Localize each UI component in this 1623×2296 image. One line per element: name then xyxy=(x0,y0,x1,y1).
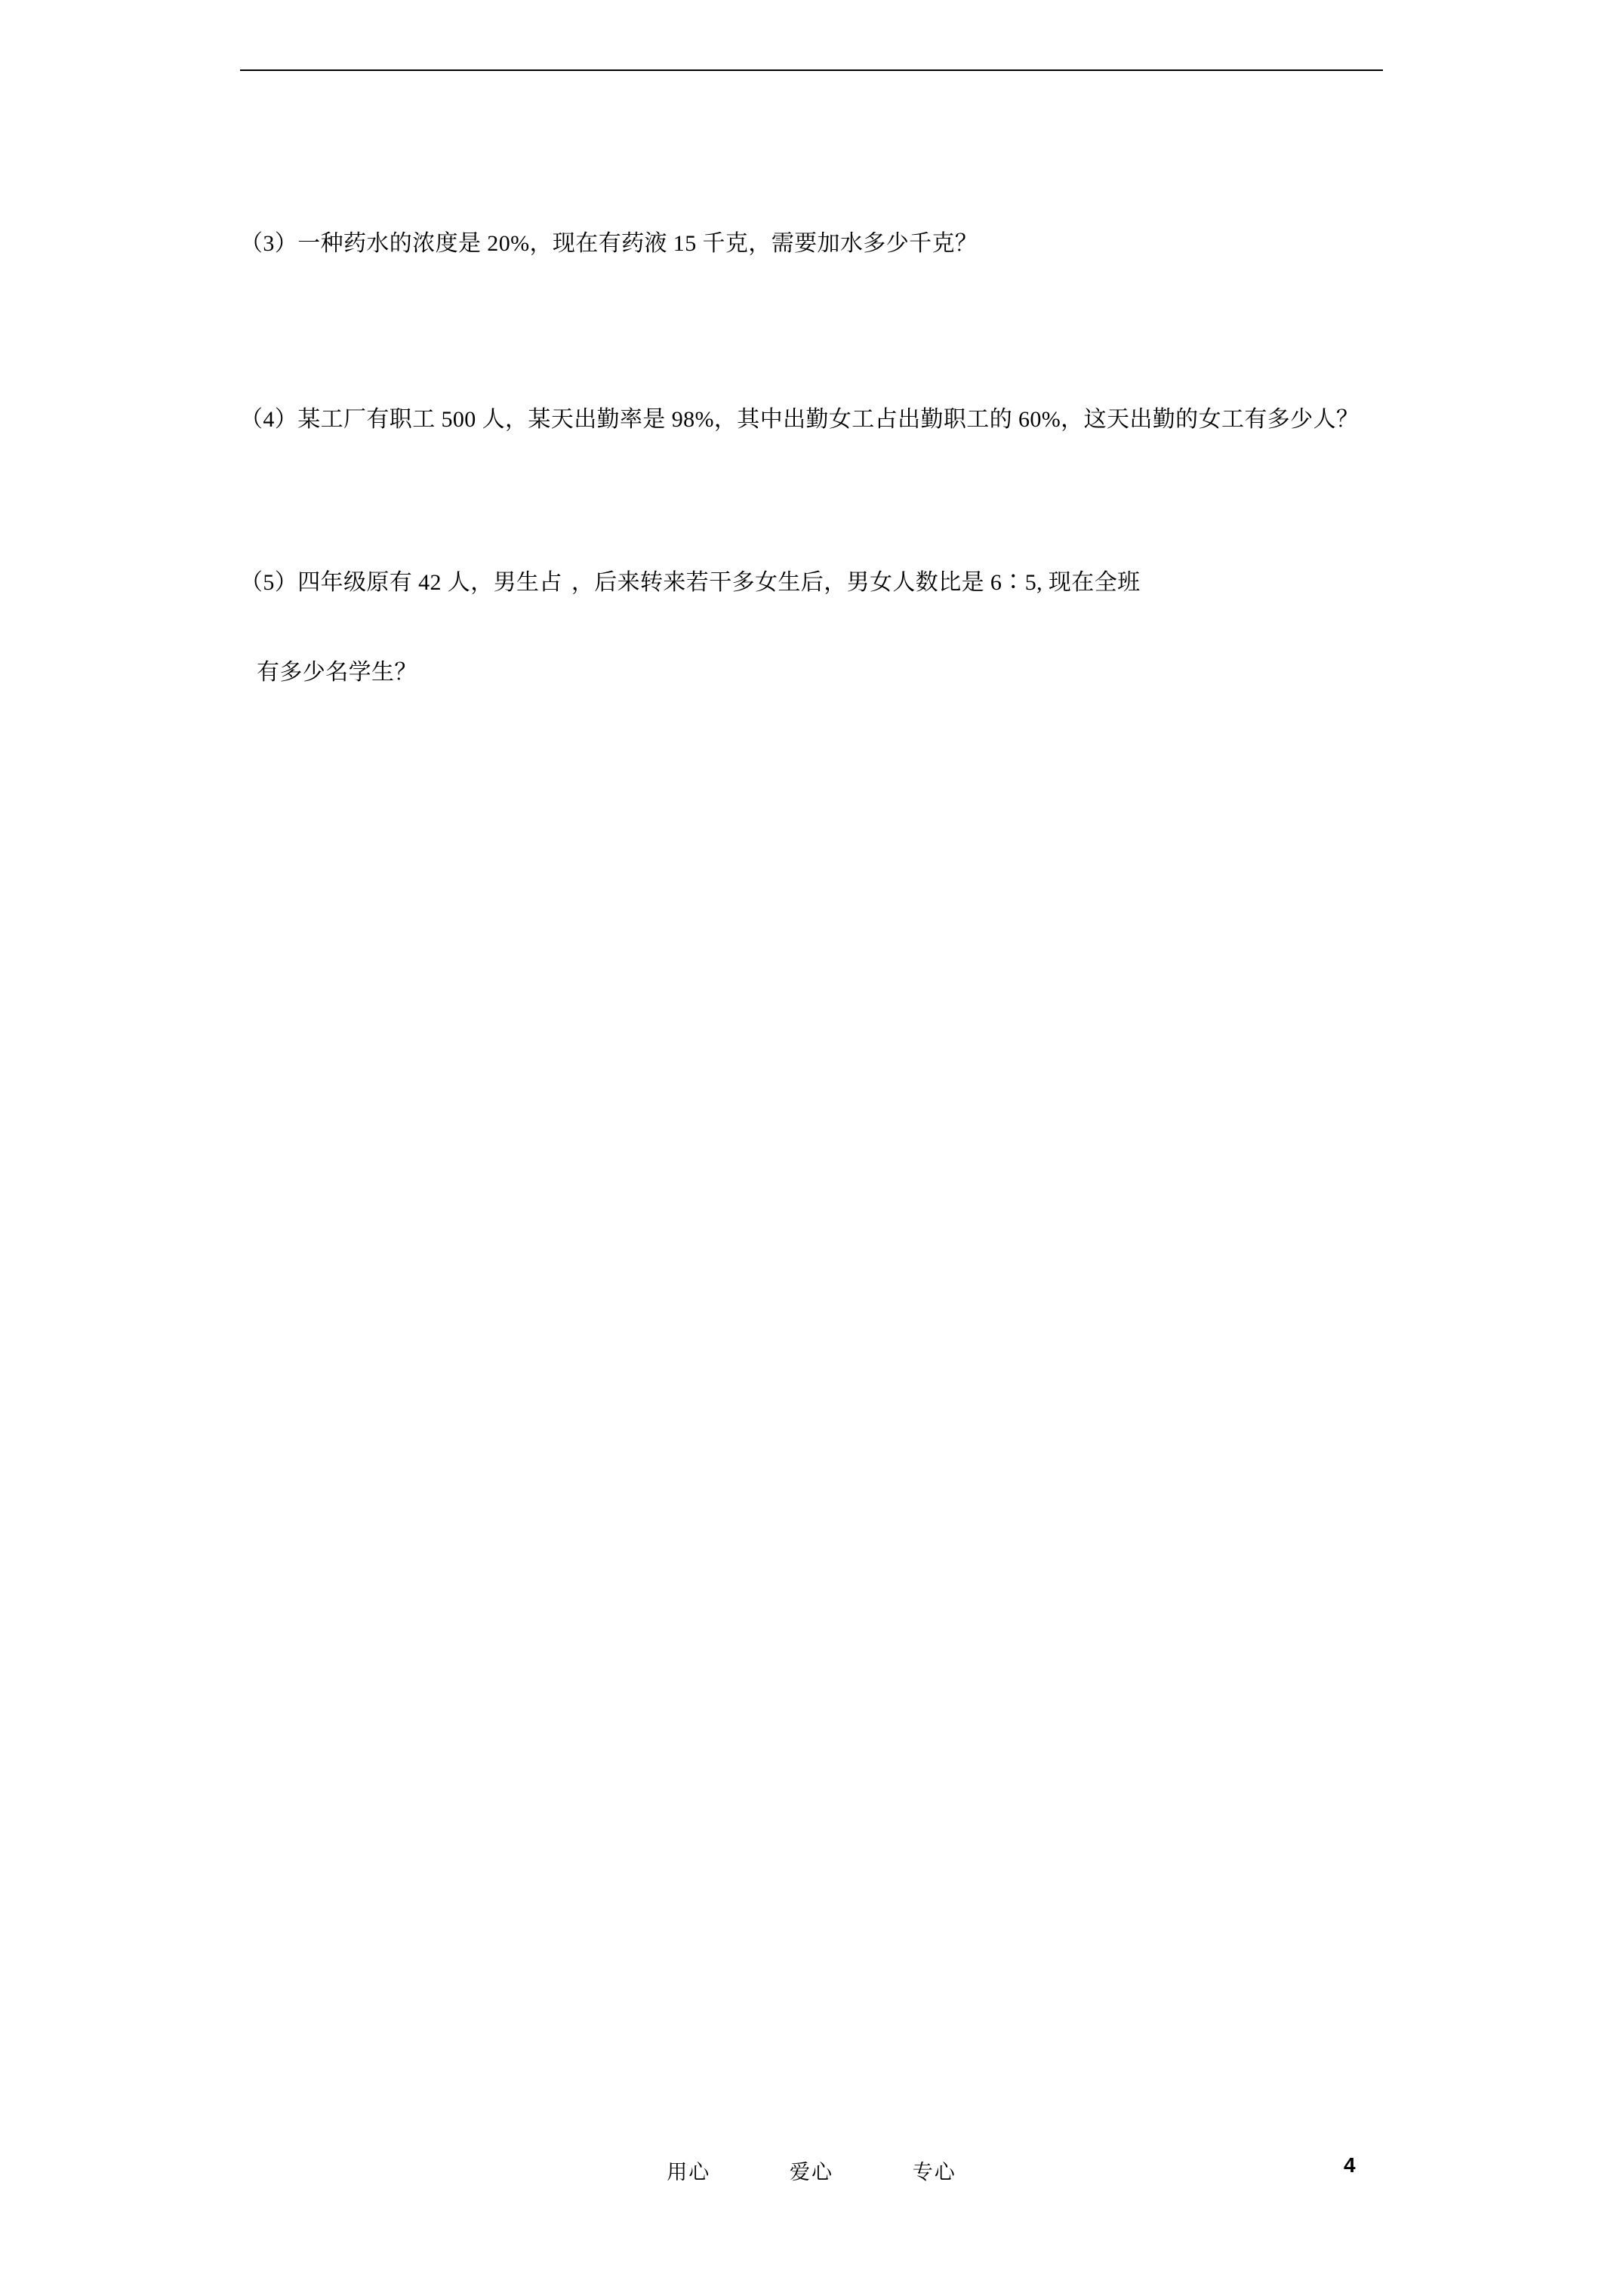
page-number: 4 xyxy=(1344,2153,1356,2177)
question-4: （4）某工厂有职工 500 人，某天出勤率是 98%，其中出勤女工占出勤职工的 60%，这天出勤的女工有多少人？ xyxy=(240,406,1360,432)
page-footer xyxy=(0,2156,1623,2185)
footer-item-2: 爱心 xyxy=(790,2161,833,2184)
header-divider xyxy=(240,69,1383,71)
question-5-text-after: ，后来转来若干多女生后，男女人数比是 6∶5, 现在全班 xyxy=(571,570,1141,595)
question-5-line-1 xyxy=(240,566,1387,601)
footer-item-1: 用心 xyxy=(667,2161,711,2184)
question-3: （3）一种药水的浓度是 20%，现在有药液 15 千克，需要加水多少千克？ xyxy=(240,231,978,256)
document-content xyxy=(240,227,1387,690)
footer-item-3: 专心 xyxy=(912,2161,956,2184)
question-5-text-before: （5）四年级原有 42 人，男生占 xyxy=(240,570,562,595)
question-5-line-2: 有多少名学生？ xyxy=(257,659,417,685)
